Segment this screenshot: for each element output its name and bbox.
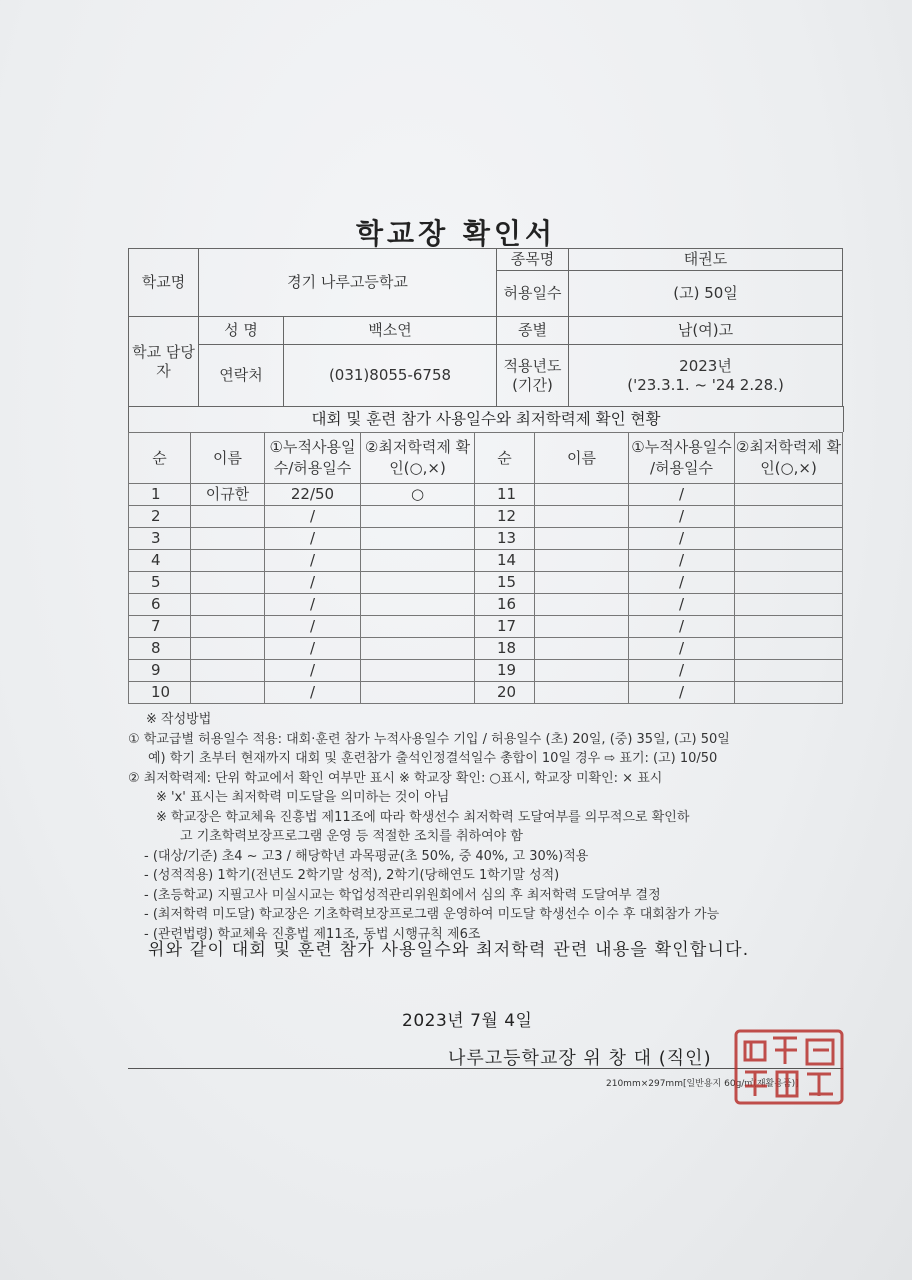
instruction-line: 고 기초학력보장프로그램 운영 등 적절한 조치를 취하여야 함 — [180, 829, 523, 844]
row-name — [191, 638, 265, 660]
row-number: 8 — [129, 638, 191, 660]
sport-value: 태권도 — [569, 249, 843, 271]
row-days: / — [629, 550, 735, 572]
row-name — [191, 594, 265, 616]
row-days: / — [265, 572, 361, 594]
table-row — [129, 506, 843, 528]
row-days: / — [265, 616, 361, 638]
row-number: 16 — [475, 594, 535, 616]
row-check — [361, 616, 475, 638]
row-days: / — [629, 682, 735, 704]
row-check — [361, 506, 475, 528]
table-row — [129, 484, 843, 506]
period-year: 2023년 — [679, 356, 732, 375]
instruction-line: ※ 작성방법 — [146, 712, 212, 727]
paper-size-note: 210mm×297mm[일반용지 60g/㎡(재활용품)] — [606, 1079, 799, 1089]
row-name — [191, 682, 265, 704]
instruction-line: - (성적적용) 1학기(전년도 2학기말 성적), 2학기(당해연도 1학기말 성적) — [144, 868, 560, 883]
table-row — [129, 572, 843, 594]
row-number: 13 — [475, 528, 535, 550]
row-days: / — [629, 594, 735, 616]
row-name: 이규한 — [191, 484, 265, 506]
row-check — [735, 616, 843, 638]
instruction-line: - (초등학교) 지필고사 미실시교는 학업성적관리위원회에서 심의 후 최저학력 도달여부 결정 — [144, 887, 661, 903]
header-check: ②최저학력제 확인(○,×) — [735, 433, 843, 484]
row-check — [361, 528, 475, 550]
row-check — [735, 682, 843, 704]
row-days: / — [265, 682, 361, 704]
instruction-line: - (최저학력 미도달) 학교장은 기초학력보장프로그램 운영하여 미도달 학생선수 이수 후 대회참가 가능 — [144, 907, 720, 922]
school-name-label: 학교명 — [129, 249, 199, 317]
row-number: 15 — [475, 572, 535, 594]
row-check — [735, 594, 843, 616]
instruction-line: ※ 'x' 표시는 최저학력 미도달을 의미하는 것이 아님 — [156, 790, 450, 805]
official-seal-icon — [733, 1028, 845, 1106]
row-name — [535, 638, 629, 660]
writing-instructions — [128, 710, 858, 944]
table-row — [129, 660, 843, 682]
allowed-days-value: (고) 50일 — [569, 271, 843, 317]
participation-table — [128, 432, 843, 704]
row-name — [535, 550, 629, 572]
row-check — [735, 506, 843, 528]
row-check — [361, 550, 475, 572]
row-number: 7 — [129, 616, 191, 638]
instruction-line: 예) 학기 초부터 현재까지 대회 및 훈련참가 출석인정결석일수 총합이 10일 경우 ⇨ 표기: (고) 10/50 — [148, 751, 718, 766]
table-row — [129, 528, 843, 550]
row-name — [191, 550, 265, 572]
row-days: / — [629, 660, 735, 682]
row-name — [191, 506, 265, 528]
period-range: ('23.3.1. ~ '24 2.28.) — [627, 375, 784, 394]
row-days: / — [265, 506, 361, 528]
row-check: ○ — [361, 484, 475, 506]
row-name — [191, 660, 265, 682]
row-number: 11 — [475, 484, 535, 506]
row-check — [735, 484, 843, 506]
instruction-line: ② 최저학력제: 단위 학교에서 확인 여부만 표시 ※ 학교장 확인: ○표시, 학교장 미확인: × 표시 — [128, 770, 663, 786]
row-number: 20 — [475, 682, 535, 704]
row-check — [735, 528, 843, 550]
gender-value: 남(여)고 — [569, 317, 843, 345]
header-days: ①누적사용일수/허용일수 — [265, 433, 361, 484]
row-number: 5 — [129, 572, 191, 594]
instruction-line: - (관련법령) 학교체육 진흥법 제11조, 동법 시행규칙 제6조 — [144, 926, 481, 942]
row-number: 19 — [475, 660, 535, 682]
row-number: 4 — [129, 550, 191, 572]
header-no: 순 — [129, 433, 191, 484]
row-days: / — [629, 506, 735, 528]
row-check — [735, 572, 843, 594]
instruction-line: ※ 학교장은 학교체육 진흥법 제11조에 따라 학생선수 최저학력 도달여부를 의무적으로 확인하 — [156, 809, 690, 825]
header-name: 이름 — [535, 433, 629, 484]
contact-label: 연락처 — [199, 345, 284, 407]
row-number: 6 — [129, 594, 191, 616]
row-name — [191, 616, 265, 638]
table-row — [129, 550, 843, 572]
row-name — [535, 572, 629, 594]
issue-date: 2023년 7월 4일 — [402, 1011, 533, 1031]
section-title: 대회 및 훈련 참가 사용일수와 최저학력제 확인 현황 — [128, 406, 844, 432]
row-number: 12 — [475, 506, 535, 528]
row-name — [535, 616, 629, 638]
row-name — [191, 528, 265, 550]
row-number: 2 — [129, 506, 191, 528]
row-check — [735, 638, 843, 660]
row-days: / — [265, 594, 361, 616]
table-row — [129, 594, 843, 616]
school-name-value: 경기 나루고등학교 — [199, 249, 497, 317]
manager-name-label: 성 명 — [199, 317, 284, 345]
row-number: 17 — [475, 616, 535, 638]
confirmation-statement: 위와 같이 대회 및 훈련 참가 사용일수와 최저학력 관련 내용을 확인합니다. — [148, 940, 750, 960]
row-days: / — [629, 638, 735, 660]
row-days: / — [629, 616, 735, 638]
row-name — [191, 572, 265, 594]
row-days: / — [265, 660, 361, 682]
school-info-table — [128, 248, 843, 407]
sport-label: 종목명 — [497, 249, 569, 271]
allowed-days-label: 허용일수 — [497, 271, 569, 317]
instruction-line: - (대상/기준) 초4 ~ 고3 / 해당학년 과목평균(초 50%, 중 40%, 고 30%)적용 — [144, 848, 589, 864]
row-days: / — [265, 550, 361, 572]
row-check — [361, 682, 475, 704]
row-days: / — [629, 528, 735, 550]
table-header-row — [129, 433, 843, 484]
row-name — [535, 506, 629, 528]
row-number: 10 — [129, 682, 191, 704]
table-row — [129, 616, 843, 638]
row-number: 14 — [475, 550, 535, 572]
header-no: 순 — [475, 433, 535, 484]
instruction-line: ① 학교급별 허용일수 적용: 대회·훈련 참가 누적사용일수 기입 / 허용일수 (초) 20일, (중) 35일, (고) 50일 — [128, 731, 730, 747]
row-check — [735, 550, 843, 572]
row-name — [535, 682, 629, 704]
row-number: 3 — [129, 528, 191, 550]
manager-name-value: 백소연 — [284, 317, 497, 345]
row-number: 1 — [129, 484, 191, 506]
row-number: 9 — [129, 660, 191, 682]
principal-signature-line: 나루고등학교장 위 창 대 (직인) — [448, 1048, 712, 1069]
period-label: 적용년도 (기간) — [497, 345, 569, 407]
row-name — [535, 594, 629, 616]
row-days: / — [265, 638, 361, 660]
row-name — [535, 528, 629, 550]
table-row — [129, 638, 843, 660]
gender-label: 종별 — [497, 317, 569, 345]
row-days: / — [265, 528, 361, 550]
document-title: 학교장 확인서 — [355, 217, 557, 250]
row-name — [535, 484, 629, 506]
contact-value: (031)8055-6758 — [284, 345, 497, 407]
row-number: 18 — [475, 638, 535, 660]
manager-label: 학교 담당자 — [129, 317, 199, 407]
row-days: / — [629, 484, 735, 506]
row-days: / — [629, 572, 735, 594]
row-check — [735, 660, 843, 682]
row-days: 22/50 — [265, 484, 361, 506]
header-days: ①누적사용일수 /허용일수 — [629, 433, 735, 484]
row-check — [361, 594, 475, 616]
header-check: ②최저학력제 확인(○,×) — [361, 433, 475, 484]
row-check — [361, 638, 475, 660]
row-check — [361, 660, 475, 682]
period-value — [569, 345, 843, 407]
header-name: 이름 — [191, 433, 265, 484]
table-row — [129, 682, 843, 704]
row-check — [361, 572, 475, 594]
row-name — [535, 660, 629, 682]
